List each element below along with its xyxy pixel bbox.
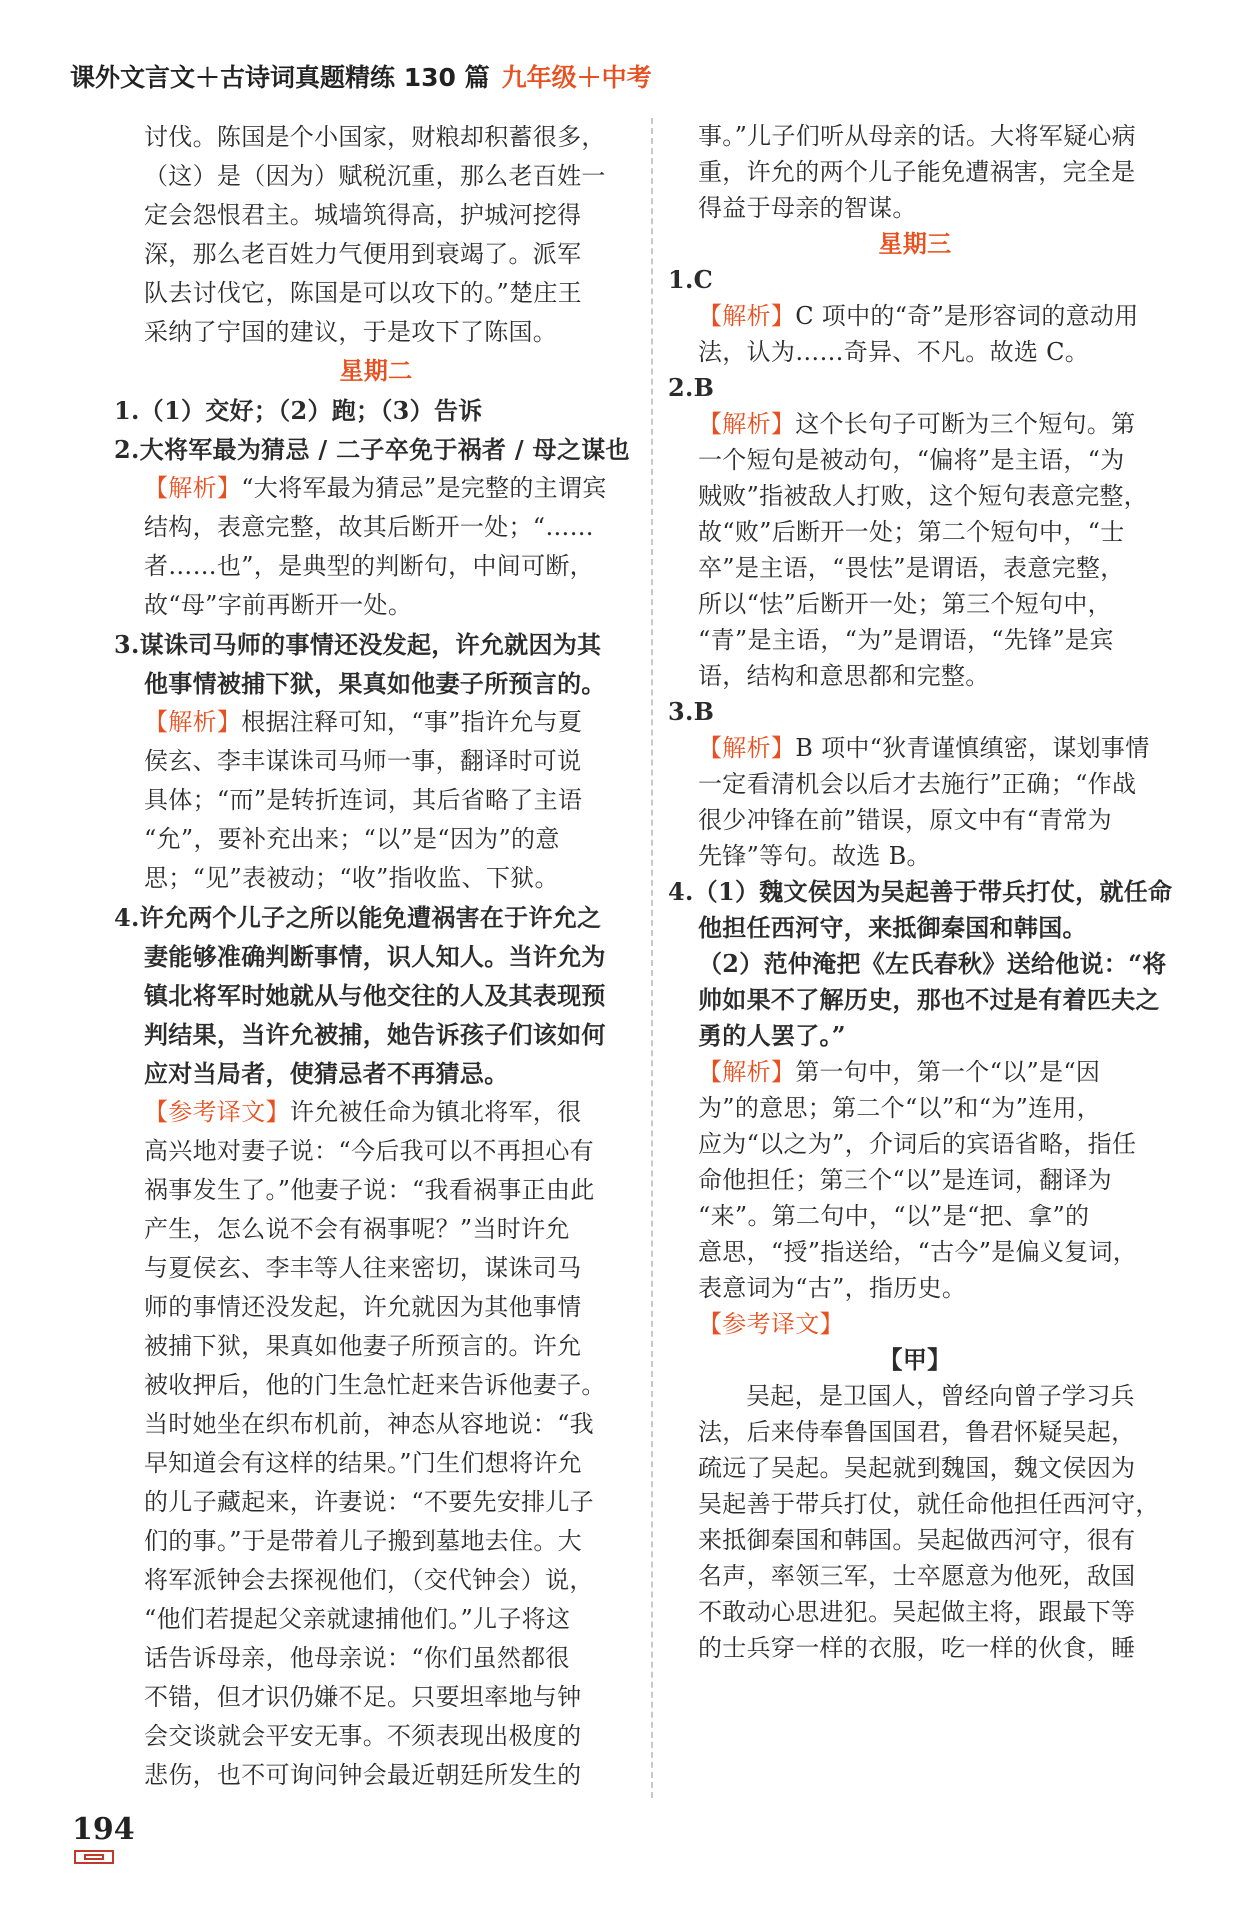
line-text: 故“败”后断开一处；第二个短句中，“士 <box>698 518 1125 546</box>
line-text: 悲伤，也不可询问钟会最近朝廷所发生的 <box>144 1761 582 1789</box>
line-text: 他担任西河守，来抵御秦国和韩国。 <box>698 913 1087 942</box>
line-text: 命他担任；第三个“以”是连词，翻译为 <box>698 1166 1112 1194</box>
line-text: 早知道会有这样的结果。”门生们想将许允 <box>144 1449 582 1477</box>
line-text: 名声，率领三军，士卒愿意为他死，敌国 <box>698 1562 1136 1590</box>
text-line <box>114 547 638 586</box>
text-line <box>668 1378 1162 1414</box>
analysis-tag: 【解析】 <box>698 734 796 762</box>
line-text: 先锋”等句。故选 B。 <box>698 842 931 870</box>
text-line <box>114 1522 638 1561</box>
line-text: 定会怨恨君主。城墙筑得高，护城河挖得 <box>144 201 582 229</box>
line-text: 贼败”指被敌人打败，这个短句表意完整， <box>698 482 1148 510</box>
line-text: B 项中“狄青谨慎缜密，谋划事情 <box>795 734 1150 762</box>
line-text: 语，结构和意思都和完整。 <box>698 662 990 690</box>
line-text: 4.许允两个儿子之所以能免遭祸害在于许允之 <box>114 903 602 932</box>
line-text: 的士兵穿一样的衣服，吃一样的伙食，睡 <box>698 1634 1136 1662</box>
text-line <box>668 1558 1162 1594</box>
line-text: 所以“怯”后断开一处；第三个短句中， <box>698 590 1112 618</box>
text-line <box>668 1198 1162 1234</box>
line-text: 师的事情还没发起，许允就因为其他事情 <box>144 1293 582 1321</box>
text-line <box>114 859 638 898</box>
text-line <box>114 1678 638 1717</box>
section-heading <box>114 352 638 391</box>
text-line <box>668 1162 1162 1198</box>
section-heading <box>668 226 1162 262</box>
answer-line <box>668 982 1162 1018</box>
line-text: 这个长句子可断为三个短句。第 <box>795 410 1136 438</box>
line-text: 思；“见”表被动；“收”指收监、下狱。 <box>144 864 559 892</box>
grade-label: 九年级＋中考 <box>501 63 652 92</box>
text-line <box>114 274 638 313</box>
line-text: 镇北将军时她就从与他交往的人及其表现预 <box>144 981 606 1010</box>
answer-line <box>114 898 638 937</box>
line-text: 重，许允的两个儿子能免遭祸害，完全是 <box>698 158 1136 186</box>
text-line <box>114 1483 638 1522</box>
analysis-tag: 【解析】 <box>144 708 242 736</box>
line-text: 具体；“而”是转折连词，其后省略了主语 <box>144 786 583 814</box>
line-text: 3.B <box>668 697 715 726</box>
analysis-tag: 【解析】 <box>698 1058 796 1086</box>
column-divider <box>651 118 653 1798</box>
line-text: 会交谈就会平安无事。不须表现出极度的 <box>144 1722 582 1750</box>
line-text: 们的事。”于是带着儿子搬到墓地去住。大 <box>144 1527 582 1555</box>
answer-line <box>114 625 638 664</box>
text-line <box>668 514 1162 550</box>
line-text: 判结果，当许允被捕，她告诉孩子们该如何 <box>144 1020 606 1049</box>
line-text: 得益于母亲的智谋。 <box>698 194 917 222</box>
line-text: （这）是（因为）赋税沉重，那么老百姓一 <box>144 162 606 190</box>
text-line <box>114 703 638 742</box>
answer-line <box>668 910 1162 946</box>
line-text: 吴起善于带兵打仗，就任命他担任西河守， <box>698 1490 1160 1518</box>
line-text: 星期二 <box>339 357 413 385</box>
text-line <box>668 1414 1162 1450</box>
line-text: C 项中的“奇”是形容词的意动用 <box>795 302 1139 330</box>
text-line <box>668 478 1162 514</box>
text-line <box>114 1132 638 1171</box>
line-text: 当时她坐在织布机前，神态从容地说：“我 <box>144 1410 594 1438</box>
text-line <box>668 730 1162 766</box>
answer-line <box>668 1018 1162 1054</box>
line-text: 高兴地对妻子说：“今后我可以不再担心有 <box>144 1137 594 1165</box>
left-column <box>114 118 638 1795</box>
text-line <box>668 1450 1162 1486</box>
text-line <box>668 1270 1162 1306</box>
text-line <box>668 298 1162 334</box>
text-line <box>114 1444 638 1483</box>
analysis-tag: 【参考译文】 <box>698 1310 844 1338</box>
text-line <box>668 1522 1162 1558</box>
line-text: 讨伐。陈国是个小国家，财粮却积蓄很多， <box>144 123 606 151</box>
line-text: 不错，但才识仍嫌不足。只要坦率地与钟 <box>144 1683 582 1711</box>
line-text: “允”，要补充出来；“以”是“因为”的意 <box>144 825 560 853</box>
line-text: 帅如果不了解历史，那也不过是有着匹夫之 <box>698 985 1160 1014</box>
text-line <box>668 442 1162 478</box>
line-text: 2.B <box>668 373 715 402</box>
line-text: 一定看清机会以后才去施行”正确；“作战 <box>698 770 1137 798</box>
line-text: 法，后来侍奉鲁国国君，鲁君怀疑吴起， <box>698 1418 1136 1446</box>
line-text: 侯玄、李丰谋诛司马师一事，翻译时可说 <box>144 747 582 775</box>
line-text: 采纳了宁国的建议，于是攻下了陈国。 <box>144 318 558 346</box>
answer-line <box>668 694 1162 730</box>
text-line <box>114 196 638 235</box>
answer-line <box>114 1015 638 1054</box>
text-line <box>668 1126 1162 1162</box>
text-line <box>668 1234 1162 1270</box>
text-line <box>668 802 1162 838</box>
text-line <box>114 1210 638 1249</box>
line-text: 与夏侯玄、李丰等人往来密切，谋诛司马 <box>144 1254 582 1282</box>
analysis-tag: 【解析】 <box>698 302 796 330</box>
answer-line <box>114 664 638 703</box>
line-text: 深，那么老百姓力气便用到衰竭了。派军 <box>144 240 582 268</box>
line-text: 卒”是主语，“畏怯”是谓语，表意完整， <box>698 554 1125 582</box>
line-text: 3.谋诛司马师的事情还没发起，许允就因为其 <box>114 630 602 659</box>
text-line <box>668 1594 1162 1630</box>
text-line <box>668 334 1162 370</box>
text-line <box>114 742 638 781</box>
text-line <box>668 586 1162 622</box>
line-text: 很少冲锋在前”错误，原文中有“青常为 <box>698 806 1112 834</box>
line-text: 来抵御秦国和韩国。吴起做西河守，很有 <box>698 1526 1136 1554</box>
answer-line <box>114 937 638 976</box>
answer-line <box>114 430 638 469</box>
line-text: 【甲】 <box>878 1346 952 1374</box>
text-line <box>114 1639 638 1678</box>
line-text: 产生，怎么说不会有祸事呢？”当时许允 <box>144 1215 570 1243</box>
line-text: 不敢动心思进犯。吴起做主将，跟最下等 <box>698 1598 1136 1626</box>
analysis-tag: 【解析】 <box>144 474 242 502</box>
series-title: 课外文言文＋古诗词真题精练 130 篇 <box>70 63 490 92</box>
text-line <box>668 766 1162 802</box>
line-text: 故“母”字前再断开一处。 <box>144 591 413 619</box>
text-line <box>668 1054 1162 1090</box>
line-text: 祸事发生了。”他妻子说：“我看祸事正由此 <box>144 1176 595 1204</box>
line-text: 4.（1）魏文侯因为吴起善于带兵打仗，就任命 <box>668 877 1173 906</box>
text-line <box>668 1486 1162 1522</box>
text-line <box>668 622 1162 658</box>
text-line <box>114 1288 638 1327</box>
text-line <box>668 118 1162 154</box>
line-text: 1.（1）交好；（2）跑；（3）告诉 <box>114 396 483 425</box>
text-line <box>114 1171 638 1210</box>
line-text: 一个短句是被动句，“偏将”是主语，“为 <box>698 446 1125 474</box>
text-line <box>668 550 1162 586</box>
line-text: 结构，表意完整，故其后断开一处；“…… <box>144 513 594 541</box>
text-line <box>668 406 1162 442</box>
text-line <box>114 1561 638 1600</box>
line-text: 将军派钟会去探视他们，（交代钟会）说， <box>144 1566 594 1594</box>
text-line <box>668 1630 1162 1666</box>
text-line <box>114 1717 638 1756</box>
line-text: 疏远了吴起。吴起就到魏国，魏文侯因为 <box>698 1454 1136 1482</box>
text-line <box>114 820 638 859</box>
line-text: “大将军最为猜忌”是完整的主谓宾 <box>241 474 607 502</box>
answer-line <box>114 976 638 1015</box>
line-text: 队去讨伐它，陈国是可以攻下的。”楚庄王 <box>144 279 582 307</box>
line-text: “他们若提起父亲就逮捕他们。”儿子将这 <box>144 1605 571 1633</box>
text-line <box>114 1249 638 1288</box>
line-text: “青”是主语，“为”是谓语，“先锋”是宾 <box>698 626 1114 654</box>
line-text: 吴起，是卫国人，曾经向曾子学习兵 <box>746 1382 1135 1410</box>
line-text: 勇的人罢了。” <box>698 1021 846 1050</box>
line-text: 的儿子藏起来，许妻说：“不要先安排儿子 <box>144 1488 594 1516</box>
text-line <box>114 1366 638 1405</box>
line-text: 许允被任命为镇北将军，很 <box>289 1098 582 1126</box>
text-line <box>114 1600 638 1639</box>
line-text: 1.C <box>668 265 714 294</box>
text-line <box>668 838 1162 874</box>
text-line <box>668 190 1162 226</box>
line-text: 妻能够准确判断事情，识人知人。当许允为 <box>144 942 606 971</box>
text-line <box>668 154 1162 190</box>
text-line <box>114 313 638 352</box>
text-line <box>668 1090 1162 1126</box>
line-text: 表意词为“古”，指历史。 <box>698 1274 967 1302</box>
text-line <box>114 586 638 625</box>
line-text: 根据注释可知，“事”指许允与夏 <box>241 708 583 736</box>
book-header <box>70 56 652 96</box>
analysis-tag: 【参考译文】 <box>144 1098 290 1126</box>
text-line <box>114 469 638 508</box>
line-text: 事。”儿子们听从母亲的话。大将军疑心病 <box>698 122 1136 150</box>
line-text: （2）范仲淹把《左氏春秋》送给他说：“将 <box>698 949 1167 978</box>
analysis-tag: 【解析】 <box>698 410 796 438</box>
passage-label <box>668 1342 1162 1378</box>
line-text: 法，认为……奇异、不凡。故选 C。 <box>698 338 1090 366</box>
page-ornament-icon <box>74 1850 114 1864</box>
line-text: 2.大将军最为猜忌 / 二子卒免于祸者 / 母之谋也 <box>114 435 630 464</box>
text-line <box>668 658 1162 694</box>
text-line <box>114 118 638 157</box>
line-text: 应为“以之为”，介词后的宾语省略，指任 <box>698 1130 1137 1158</box>
text-line <box>114 235 638 274</box>
text-line <box>114 1405 638 1444</box>
line-text: 被收押后，他的门生急忙赶来告诉他妻子。 <box>144 1371 606 1399</box>
line-text: “来”。第二句中，“以”是“把、拿”的 <box>698 1202 1090 1230</box>
answer-line <box>668 874 1173 910</box>
answer-line <box>114 391 638 430</box>
text-line <box>668 1306 1162 1342</box>
line-text: 星期三 <box>878 230 952 258</box>
answer-line <box>668 370 1162 406</box>
line-text: 为”的意思；第二个“以”和“为”连用， <box>698 1094 1102 1122</box>
text-line <box>114 508 638 547</box>
text-line <box>114 781 638 820</box>
answer-line <box>114 1054 638 1093</box>
text-line <box>114 1093 638 1132</box>
line-text: 应对当局者，使猜忌者不再猜忌。 <box>144 1059 509 1088</box>
line-text: 者……也”，是典型的判断句，中间可断， <box>144 552 594 580</box>
text-line <box>114 1327 638 1366</box>
line-text: 他事情被捕下狱，果真如他妻子所预言的。 <box>144 669 606 698</box>
text-line <box>114 157 638 196</box>
right-column <box>668 118 1173 1666</box>
answer-line <box>668 262 1162 298</box>
answer-line <box>668 946 1167 982</box>
line-text: 话告诉母亲，他母亲说：“你们虽然都很 <box>144 1644 570 1672</box>
text-line <box>114 1756 638 1795</box>
page-number: 194 <box>72 1812 135 1847</box>
line-text: 意思，“授”指送给，“古今”是偏义复词， <box>698 1238 1138 1266</box>
line-text: 第一句中，第一个“以”是“因 <box>795 1058 1101 1086</box>
line-text: 被捕下狱，果真如他妻子所预言的。许允 <box>144 1332 582 1360</box>
